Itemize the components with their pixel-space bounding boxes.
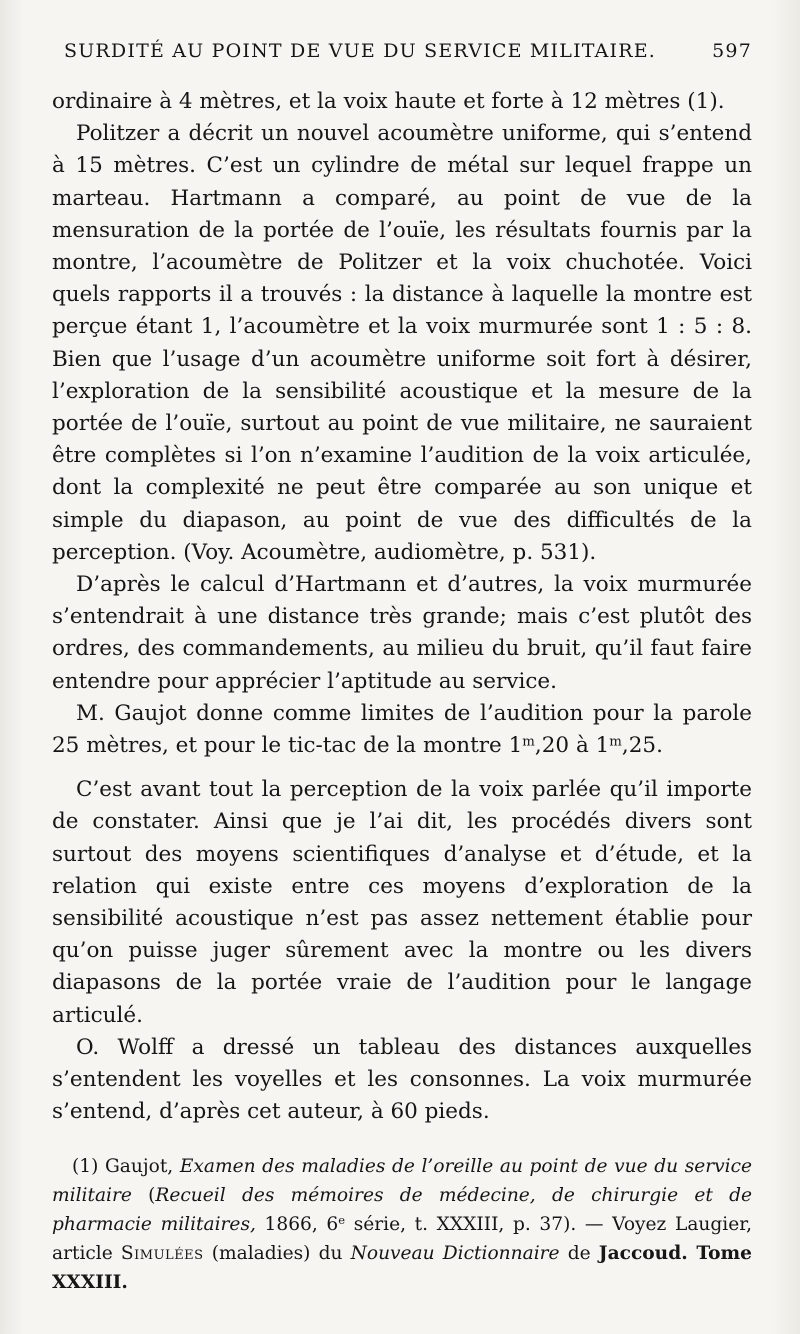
paragraph-2: Politzer a décrit un nouvel acoumètre uniforme, qui s’entend à 15 mètres. C’est un cylindre de métal sur lequel frappe un marteau. Hartmann a comparé, au point de vue de la mensuration de la portée de l’ouïe, les résultats fournis par la montre, l’acoumètre de Politzer et la voix chuchotée. Voici quels rapports il a trouvés : la distance à laquelle la montre est perçue étant 1, l’acoumètre et la voix murmurée sont 1 : 5 : 8. Bien que l’usage d’un acoumètre uniforme soit fort à désirer, l’exploration de la sensibilité acoustique et la mesure de la portée de l’ouïe, surtout au point de vue militaire, ne sauraient être complètes si l’on n’examine l’audition de la voix articulée, dont la complexité ne peut être comparée au son unique et simple du diapason, au point de vue des difficultés de la perception. (Voy. Acoumètre, audiomètre, p. 531).	[52, 121, 752, 565]
footnote-ending: Jaccoud. Tome XXXIII.	[52, 1243, 752, 1293]
footnote-author: Gaujot,	[104, 1156, 180, 1177]
body-text	[52, 86, 752, 1129]
footnote-article-tail: (maladies) du	[203, 1243, 351, 1264]
paragraph-5: C’est avant tout la perception de la voix parlée qu’il importe de constater. Ainsi que je l’ai dit, les procédés divers sont surtout des moyens scientifiques d’analyse et d’étude, et la relation qui existe entre ces moyens d’exploration de la sensibilité acoustique n’est pas assez nettement établie pour qu’on puisse juger sûrement avec la montre ou les divers diapasons de la portée vraie de l’audition pour le langage articulé.	[52, 777, 752, 1028]
footnote-collection: Recueil des mémoires de médecine, de chirurgie et de pharmacie militaires,	[52, 1185, 752, 1235]
p4-sup-2: m	[609, 734, 622, 750]
footnote-text	[52, 1152, 752, 1297]
paragraph-4	[52, 698, 752, 762]
footnote-tail: de	[559, 1243, 599, 1264]
footnote-details-2: série, t. XXXIII, p. 37). — Voyez Laugier, article	[52, 1214, 752, 1264]
p4-sup-1: m	[522, 734, 535, 750]
footnote-details: 1866, 6	[255, 1214, 339, 1235]
footnote-title: Examen des maladies de l’oreille au point de vue du service militaire	[52, 1156, 752, 1206]
p4-text-c: ,25.	[621, 733, 663, 759]
paragraph-3: D’après le calcul d’Hartmann et d’autres, la voix murmurée s’entendrait à une distance très grande; mais c’est plutôt des ordres, des commandements, au milieu du bruit, qu’il faut faire entendre pour apprécier l’aptitude au service.	[52, 572, 752, 694]
paragraph-1: ordinaire à 4 mètres, et la voix haute et forte à 12 mètres (1).	[52, 89, 725, 114]
footnote-dictionary: Nouveau Dictionnaire	[350, 1243, 560, 1264]
p4-text-a: M. Gaujot donne comme limites de l’audition pour la parole 25 mètres, et pour le tic-tac de la montre 1	[52, 700, 752, 759]
footnote-article: Simulées	[120, 1243, 204, 1264]
footnote-marker: (1)	[72, 1156, 105, 1177]
footnote-paren-open: (	[131, 1185, 156, 1206]
footnote-sup: e	[338, 1213, 346, 1228]
p4-text-b: ,20 à 1	[534, 733, 610, 759]
page-header	[52, 40, 752, 68]
page-number: 597	[712, 40, 752, 62]
footnote	[52, 1152, 752, 1297]
paragraph-6: O. Wolff a dressé un tableau des distances auxquelles s’entendent les voyelles et les consonnes. La voix murmurée s’entend, d’après cet auteur, à 60 pieds.	[52, 1034, 752, 1125]
running-title: SURDITÉ AU POINT DE VUE DU SERVICE MILITAIRE.	[64, 40, 657, 62]
